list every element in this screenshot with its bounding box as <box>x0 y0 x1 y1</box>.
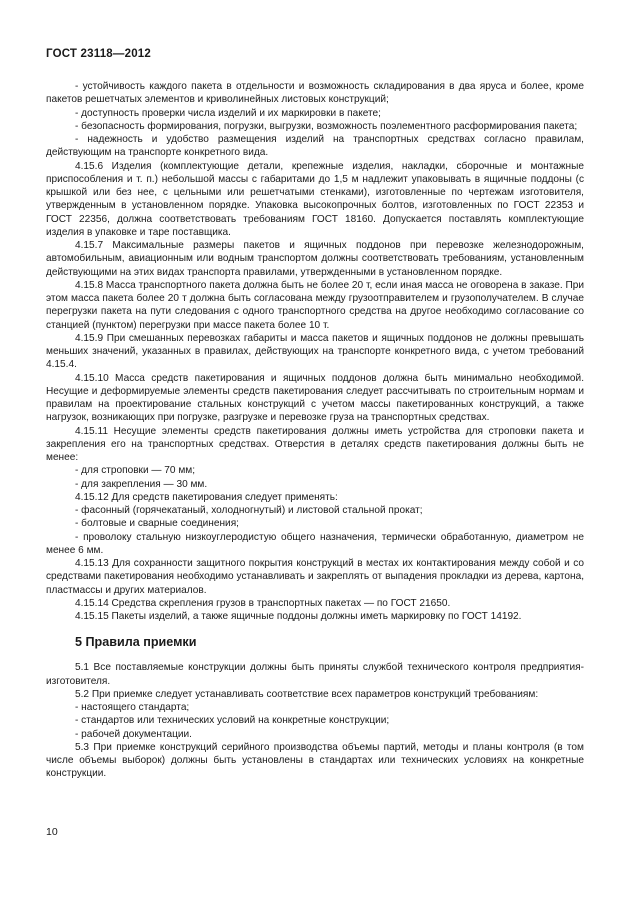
paragraph: - рабочей документации. <box>75 728 192 740</box>
paragraph: - для строповки — 70 мм; <box>75 465 196 477</box>
paragraph: 4.15.10 Масса средств пакетирования и ящичных поддонов должна быть минимально необходимой. Несущие и деформируемые элементы средств пакетирования следует рассчитывать по строительным нормам и правилам на проектирование стальных конструкций с учетом массы пакетированных конструкций, а также нагрузок, возникающих при погрузке, разгрузке и перевозке груза на транспортных средствах. <box>46 372 584 424</box>
paragraph: - надежность и удобство размещения изделий на транспортных средствах согласно правилам, действующим на транспорте конкретного вида. <box>46 134 584 159</box>
paragraph: - проволоку стальную низкоуглеродистую общего назначения, термически обработанную, диаметром не менее 6 мм. <box>46 531 584 556</box>
paragraph: 4.15.13 Для сохранности защитного покрытия конструкций в местах их контактирования между собой и со средствами пакетирования необходимо устанавливать и закреплять от выпадения прокладки из дерева, картона, пластмассы и других материалов. <box>46 558 584 596</box>
paragraph: 4.15.9 При смешанных перевозках габариты и масса пакетов и ящичных поддонов не должны превышать меньших значений, указанных в правилах, действующих на транспорте конкретного вида, с учетом требований 4.15.4. <box>46 332 584 371</box>
page-number: 10 <box>46 826 58 838</box>
paragraph: 4.15.11 Несущие элементы средств пакетирования должны иметь устройства для строповки пакета и закрепления его на транспортных средствах. Отверстия в деталях средств пакетирования должны быть не менее: <box>46 425 584 463</box>
paragraph: 4.15.12 Для средств пакетирования следует применять: <box>75 491 338 503</box>
paragraph: 4.15.7 Максимальные размеры пакетов и ящичных поддонов при перевозке железнодорожным, автомобильным, авиационным или водным транспортом должны соответствовать требованиям, установленным действующими на этих видах транспорта правилами, утвержденными в установленном порядке. <box>46 240 584 278</box>
paragraph: 4.15.15 Пакеты изделий, а также ящичные поддоны должны иметь маркировку по ГОСТ 14192. <box>75 611 522 622</box>
paragraph: 5.1 Все поставляемые конструкции должны быть приняты службой технического контроля предприятия-изготовителя. <box>46 662 584 687</box>
paragraph: 4.15.6 Изделия (комплектующие детали, крепежные изделия, накладки, сборочные и монтажные приспособления и т. п.) небольшой массы с габаритами до 1,5 м надлежит упаковывать в ящичные поддоны (с крышкой или без нее, с цельными или решетчатыми стенками), изготовленные по чертежам изготовителя, утвержденным в установленном порядке. Упаковка высокопрочных болтов, изготовленных по ГОСТ 22353 и ГОСТ 22356, должна соответствовать требованиям ГОСТ 18160. Допускается поставлять комплектующие изделия в упаковке и таре поставщика. <box>46 160 584 238</box>
section-title: 5 Правила приемки <box>75 635 197 650</box>
paragraph: - безопасность формирования, погрузки, выгрузки, возможность поэлементного расформирования пакета; <box>75 120 578 132</box>
document-body <box>46 80 584 781</box>
paragraph: - настоящего стандарта; <box>75 702 190 713</box>
paragraph: - стандартов или технических условий на конкретные конструкции; <box>75 715 390 727</box>
paragraph: 4.15.8 Масса транспортного пакета должна быть не более 20 т, если иная масса не оговорена в заказе. При этом масса пакета более 20 т должна быть согласована между грузоотправителем и грузополучателем. В случае перегрузки пакета на пути следования с одного транспортного средства на другое необходимо согласование со станцией (пунктом) перегрузки при массе пакета более 10 т. <box>46 279 584 331</box>
paragraph: - для закрепления — 30 мм. <box>75 478 208 490</box>
paragraph: 4.15.14 Средства скрепления грузов в транспортных пакетах — по ГОСТ 21650. <box>75 597 451 609</box>
paragraph: - фасонный (горячекатаный, холодногнутый) и листовой стальной прокат; <box>75 505 423 516</box>
paragraph: - доступность проверки числа изделий и их маркировки в пакете; <box>75 107 381 119</box>
paragraph: 5.2 При приемке следует устанавливать соответствие всех параметров конструкций требованиям: <box>75 688 539 700</box>
paragraph: - болтовые и сварные соединения; <box>75 518 239 530</box>
standard-header: ГОСТ 23118—2012 <box>46 48 151 60</box>
paragraph: - устойчивость каждого пакета в отдельности и возможность складирования в два яруса и более, кроме пакетов решетчатых элементов и криволинейных листовых конструкций; <box>46 81 584 106</box>
paragraph: 5.3 При приемке конструкций серийного производства объемы партий, методы и планы контроля (в том числе объемы выборок) должны быть установлены в стандартах или технических условиях на конкретные конструкции. <box>46 741 584 780</box>
